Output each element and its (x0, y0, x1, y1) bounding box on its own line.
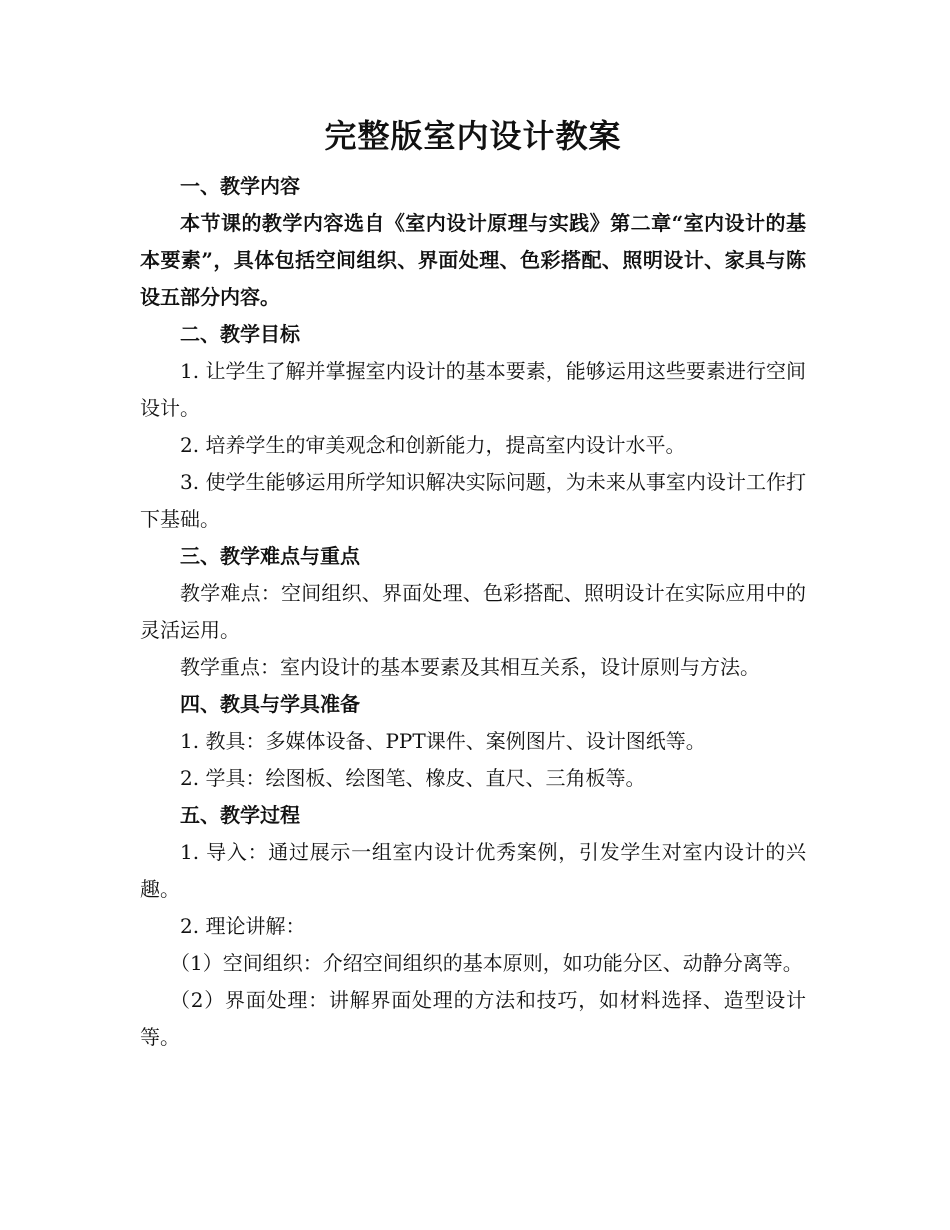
process-item-2: 2. 理论讲解： (180, 914, 306, 938)
process-item-1: 1. 导入：通过展示一组室内设计优秀案例，引发学生对室内设计的兴趣。 (140, 840, 806, 901)
section-heading-tools: 四、教具与学具准备 (180, 692, 360, 716)
section-heading-difficulty: 三、教学难点与重点 (180, 544, 360, 568)
section-heading-process: 五、教学过程 (180, 803, 300, 827)
document-page (140, 108, 806, 1056)
process-subitem-2: （2）界面处理：讲解界面处理的方法和技巧，如材料选择、造型设计等。 (140, 988, 806, 1049)
section-heading-content: 一、教学内容 (180, 174, 300, 198)
tools-item-2: 2. 学具：绘图板、绘图笔、橡皮、直尺、三角板等。 (180, 766, 646, 790)
difficulty-paragraph: 教学难点：空间组织、界面处理、色彩搭配、照明设计在实际应用中的灵活运用。 (140, 581, 806, 642)
section-paragraph-content: 本节课的教学内容选自《室内设计原理与实践》第二章“室内设计的基本要素”，具体包括空间组织、界面处理、色彩搭配、照明设计、家具与陈设五部分内容。 (140, 211, 806, 309)
tools-item-1: 1. 教具：多媒体设备、PPT课件、案例图片、设计图纸等。 (180, 729, 706, 753)
key-point-paragraph: 教学重点：室内设计的基本要素及其相互关系，设计原则与方法。 (180, 655, 760, 679)
section-heading-goals: 二、教学目标 (180, 322, 300, 346)
goal-item-1: 1. 让学生了解并掌握室内设计的基本要素，能够运用这些要素进行空间设计。 (140, 359, 806, 420)
goal-item-2: 2. 培养学生的审美观念和创新能力，提高室内设计水平。 (180, 433, 686, 457)
document-title: 完整版室内设计教案 (324, 117, 622, 155)
goal-item-3: 3. 使学生能够运用所学知识解决实际问题，为未来从事室内设计工作打下基础。 (140, 470, 806, 531)
process-subitem-1: （1）空间组织：介绍空间组织的基本原则，如功能分区、动静分离等。 (170, 951, 803, 975)
